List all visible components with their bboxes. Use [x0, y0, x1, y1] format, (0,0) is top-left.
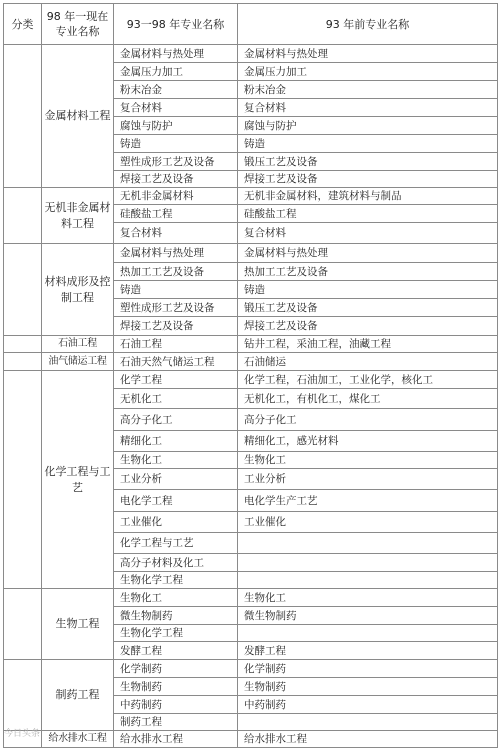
- major-1993-1998-cell: 金属材料与热处理: [114, 45, 238, 63]
- header-current-name: 98 年一现在专业名称: [42, 4, 114, 45]
- major-1993-1998-cell: 给水排水工程: [114, 731, 238, 748]
- major-1993-1998-cell: 金属材料与热处理: [114, 244, 238, 263]
- major-1993-1998-cell: 无机非金属材料: [114, 188, 238, 205]
- major-pre-1993-cell: 金属材料与热处理: [238, 45, 498, 63]
- major-pre-1993-cell: 高分子化工: [238, 409, 498, 431]
- major-pre-1993-cell: 铸造: [238, 135, 498, 153]
- major-pre-1993-cell: 金属压力加工: [238, 63, 498, 81]
- table-row: [4, 188, 498, 205]
- major-pre-1993-cell: 发酵工程: [238, 642, 498, 660]
- major-1993-1998-cell: 无机化工: [114, 389, 238, 409]
- major-1993-1998-cell: 化学工程: [114, 371, 238, 389]
- major-1993-1998-cell: 高分子材料及化工: [114, 554, 238, 572]
- current-major-name: 油气储运工程: [42, 353, 114, 371]
- major-pre-1993-cell: 中药制药: [238, 696, 498, 714]
- category-cell: [4, 188, 42, 244]
- category-cell: [4, 353, 42, 371]
- major-1993-1998-cell: 复合材料: [114, 223, 238, 244]
- major-1993-1998-cell: 粉末冶金: [114, 81, 238, 99]
- category-cell: [4, 589, 42, 660]
- major-1993-1998-cell: 发酵工程: [114, 642, 238, 660]
- major-1993-1998-cell: 焊接工艺及设备: [114, 171, 238, 188]
- major-1993-1998-cell: 生物化学工程: [114, 625, 238, 642]
- major-1993-1998-cell: 生物制药: [114, 678, 238, 696]
- major-pre-1993-cell: 热加工工艺及设备: [238, 263, 498, 281]
- major-pre-1993-cell: 无机化工，有机化工，煤化工: [238, 389, 498, 409]
- major-pre-1993-cell: [238, 533, 498, 554]
- major-1993-1998-cell: 化学制药: [114, 660, 238, 678]
- table-row: [4, 589, 498, 607]
- table-row: [4, 244, 498, 263]
- category-cell: [4, 45, 42, 188]
- current-major-name: 制药工程: [42, 660, 114, 731]
- major-pre-1993-cell: 锻压工艺及设备: [238, 153, 498, 171]
- major-pre-1993-cell: 给水排水工程: [238, 731, 498, 748]
- major-1993-1998-cell: 塑性成形工艺及设备: [114, 153, 238, 171]
- major-1993-1998-cell: 石油天然气储运工程: [114, 353, 238, 371]
- major-1993-1998-cell: 腐蚀与防护: [114, 117, 238, 135]
- major-pre-1993-cell: 金属材料与热处理: [238, 244, 498, 263]
- table-row: [4, 45, 498, 63]
- table-row: [4, 660, 498, 678]
- major-1993-1998-cell: 生物化工: [114, 589, 238, 607]
- majors-table-sheet: [3, 3, 497, 745]
- major-pre-1993-cell: 电化学生产工艺: [238, 490, 498, 512]
- major-pre-1993-cell: 工业分析: [238, 469, 498, 490]
- major-pre-1993-cell: 钻井工程，采油工程，油藏工程: [238, 336, 498, 353]
- major-pre-1993-cell: 微生物制药: [238, 607, 498, 625]
- major-1993-1998-cell: 生物化学工程: [114, 572, 238, 589]
- major-pre-1993-cell: 化学制药: [238, 660, 498, 678]
- current-major-name: 材料成形及控制工程: [42, 244, 114, 336]
- category-cell: [4, 660, 42, 731]
- current-major-name: 石油工程: [42, 336, 114, 353]
- major-pre-1993-cell: 生物化工: [238, 589, 498, 607]
- table-row: [4, 371, 498, 389]
- major-1993-1998-cell: 铸造: [114, 281, 238, 299]
- major-pre-1993-cell: 焊接工艺及设备: [238, 171, 498, 188]
- major-pre-1993-cell: 锻压工艺及设备: [238, 299, 498, 317]
- category-cell: [4, 336, 42, 353]
- header-category: 分类: [4, 4, 42, 45]
- major-1993-1998-cell: 电化学工程: [114, 490, 238, 512]
- major-pre-1993-cell: 铸造: [238, 281, 498, 299]
- major-pre-1993-cell: 精细化工，感光材料: [238, 431, 498, 452]
- major-pre-1993-cell: [238, 714, 498, 731]
- category-cell: [4, 244, 42, 336]
- major-1993-1998-cell: 焊接工艺及设备: [114, 317, 238, 336]
- table-body: [4, 45, 498, 748]
- table-row: [4, 336, 498, 353]
- major-1993-1998-cell: 工业分析: [114, 469, 238, 490]
- watermark-logo: 今日头条: [4, 729, 41, 739]
- major-pre-1993-cell: 焊接工艺及设备: [238, 317, 498, 336]
- major-1993-1998-cell: 石油工程: [114, 336, 238, 353]
- major-1993-1998-cell: 精细化工: [114, 431, 238, 452]
- major-1993-1998-cell: 塑性成形工艺及设备: [114, 299, 238, 317]
- major-1993-1998-cell: 硅酸盐工程: [114, 205, 238, 223]
- major-1993-1998-cell: 化学工程与工艺: [114, 533, 238, 554]
- major-pre-1993-cell: 粉末冶金: [238, 81, 498, 99]
- major-name-mapping-table: [3, 3, 498, 748]
- current-major-name: 给水排水工程: [42, 731, 114, 748]
- current-major-name: 无机非金属材料工程: [42, 188, 114, 244]
- major-1993-1998-cell: 高分子化工: [114, 409, 238, 431]
- header-1993-1998-name: 93一98 年专业名称: [114, 4, 238, 45]
- current-major-name: 金属材料工程: [42, 45, 114, 188]
- major-1993-1998-cell: 中药制药: [114, 696, 238, 714]
- major-pre-1993-cell: 腐蚀与防护: [238, 117, 498, 135]
- major-pre-1993-cell: 复合材料: [238, 223, 498, 244]
- major-pre-1993-cell: [238, 554, 498, 572]
- major-1993-1998-cell: 生物化工: [114, 452, 238, 469]
- major-pre-1993-cell: 生物化工: [238, 452, 498, 469]
- major-pre-1993-cell: 生物制药: [238, 678, 498, 696]
- major-1993-1998-cell: 金属压力加工: [114, 63, 238, 81]
- major-1993-1998-cell: 铸造: [114, 135, 238, 153]
- major-pre-1993-cell: 工业催化: [238, 512, 498, 533]
- category-cell: [4, 371, 42, 589]
- major-1993-1998-cell: 复合材料: [114, 99, 238, 117]
- major-1993-1998-cell: 工业催化: [114, 512, 238, 533]
- major-pre-1993-cell: 硅酸盐工程: [238, 205, 498, 223]
- major-1993-1998-cell: 热加工工艺及设备: [114, 263, 238, 281]
- current-major-name: 生物工程: [42, 589, 114, 660]
- major-pre-1993-cell: [238, 572, 498, 589]
- major-1993-1998-cell: 微生物制药: [114, 607, 238, 625]
- header-pre-1993-name: 93 年前专业名称: [238, 4, 498, 45]
- major-pre-1993-cell: 化学工程，石油加工，工业化学，核化工: [238, 371, 498, 389]
- header-row: [4, 4, 498, 45]
- major-1993-1998-cell: 制药工程: [114, 714, 238, 731]
- table-row: [4, 731, 498, 748]
- current-major-name: 化学工程与工艺: [42, 371, 114, 589]
- major-pre-1993-cell: [238, 625, 498, 642]
- major-pre-1993-cell: 石油储运: [238, 353, 498, 371]
- table-row: [4, 353, 498, 371]
- major-pre-1993-cell: 复合材料: [238, 99, 498, 117]
- major-pre-1993-cell: 无机非金属材料，建筑材料与制品: [238, 188, 498, 205]
